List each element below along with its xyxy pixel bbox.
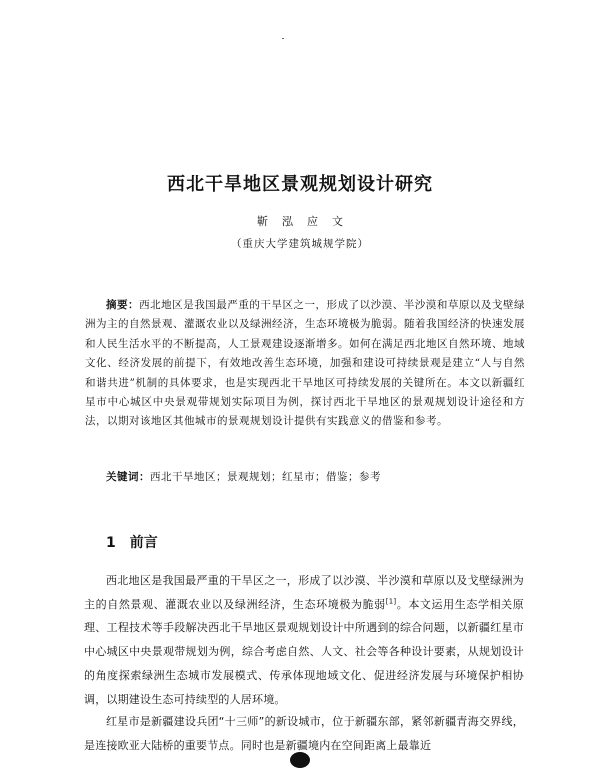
abstract [85, 296, 525, 432]
body-paragraph-1 [84, 569, 524, 711]
keywords [106, 469, 526, 484]
section-title: 前言 [129, 535, 158, 551]
body-paragraph-2: 红星市是新疆建设兵团“十三师”的新设城市，位于新疆东部，紧邻新疆青海交界线，是连接欧亚大陆桥的重要节点。同时也是新疆境内在空间距离上最靠近 [84, 715, 524, 752]
author-name: 靳泓应文 [257, 215, 357, 228]
scan-speck [282, 38, 284, 39]
keywords-label: 关键词： [106, 471, 150, 483]
citation-ref: [1] [385, 597, 397, 606]
paragraph-text: 西北地区是我国最严重的干旱区之一，形成了以沙漠、半沙漠和草原以及戈壁绿洲为主的自然景观、灌溉农业以及绿洲经济，生态环境极为脆弱 [84, 574, 524, 611]
section-number: 1 [106, 535, 116, 551]
paper-title: 西北干旱地区景观规划设计研究 [167, 174, 433, 195]
keywords-text: 西北干旱地区；景观规划；红星市；借鉴；参考 [150, 471, 381, 483]
scan-ink-blot [290, 752, 310, 768]
abstract-text: 西北地区是我国最严重的干旱区之一，形成了以沙漠、半沙漠和草原以及戈壁绿洲为主的自然景观、灌溉农业以及绿洲经济，生态环境极为脆弱。随着我国经济的快速发展和人民生活水平的不断提高，人工景观建设逐渐增多。如何在满足西北地区自然环境、地域文化、经济发展的前提下，有效地改善生态环境，加强和建设可持续景观是建立“人与自然和谐共进”机制的具体要求，也是实现西北干旱地区可持续发展的关键所在。本文以新疆红星市中心城区中央景观带规划实际项目为例，探讨西北干旱地区的景观规划设计途径和方法，以期对该地区其他城市的景观规划设计提供有实践意义的借鉴和参考。 [85, 299, 526, 428]
author-affiliation: （重庆大学建筑城规学院） [231, 238, 369, 250]
paragraph-text: 。本文运用生态学相关原理、工程技术等手段解决西北干旱地区景观规划设计中所遇到的综合问题，以新疆红星市中心城区中央景观带规划为例，综合考虑自然、人文、社会等各种设计要素，从规划设计的角度探索绿洲生态城市发展模式、传承体现地域文化、促进经济发展与环境保护相协调，以期建设生态可持续型的人居环境。 [84, 597, 524, 706]
section-heading [106, 532, 158, 552]
abstract-label: 摘要： [106, 299, 140, 311]
